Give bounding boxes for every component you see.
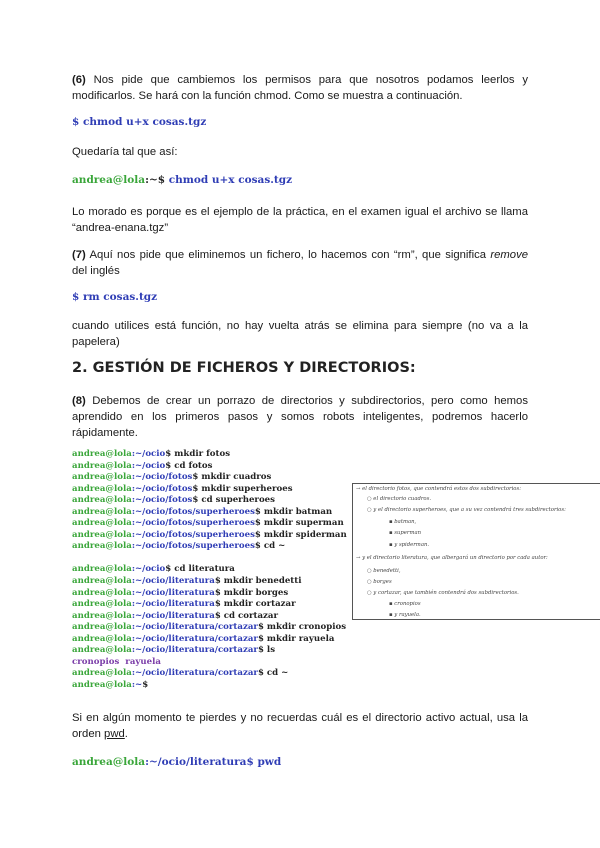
prompt-command: $ cd ~ [254,541,286,552]
terminal-line [72,657,347,669]
prompt-user: andrea@lola [72,495,132,506]
terminal-line [72,599,347,611]
prompt-path: :~/ocio/literatura/cortazar [131,633,258,644]
terminal-output: cronopios rayuela [72,656,161,667]
prompt-command: $ mkdir superheroes [192,483,293,494]
prompt-user: andrea@lola [72,506,132,517]
section-7-emphasis: remove [490,249,528,261]
prompt-path: :~ [131,679,143,690]
prompt-path: :~$ [145,174,166,186]
prompt-user: andrea@lola [72,518,132,529]
prompt-command: $ mkdir cronopios [257,622,347,633]
tree-item: ▪ y spiderman. [389,542,430,548]
prompt-command: $ mkdir superman [254,518,344,529]
prompt-command: $ mkdir benedetti [214,576,302,587]
prompt-command: $ mkdir fotos [165,449,231,459]
prompt-user: andrea@lola [72,599,132,610]
prompt-path: :~/ocio/fotos [131,495,193,506]
terminal-line [72,645,347,657]
prompt-path: :~/ocio/fotos/superheroes [131,541,255,552]
prompt-path: :~/ocio [131,460,166,471]
prompt-user: andrea@lola [72,645,132,656]
prompt-command: $ [142,679,149,690]
prompt-command: $ cd superheroes [192,495,275,506]
section-7-note: cuando utilices está función, no hay vuelta atrás se elimina para siempre (no va a la papelera) [72,320,528,348]
section-7-number: (7) [72,249,86,261]
section-6-text: Nos pide que cambiemos los permisos para que nosotros podamos leerlos y modificarlos. Se hará con la función chmod. Como se muestra a continuación. [72,74,528,102]
tree-item: → y el directorio literatura, que albergará un directorio por cada autor: [356,555,548,561]
tree-item: ○ borges [367,579,392,585]
prompt-user: andrea@lola [72,679,132,690]
tree-item: → el directorio fotos, que contendrá estos dos subdirectorios: [356,486,521,492]
prompt-path: :~/ocio/literatura/cortazar [131,668,258,679]
terminal-transcript [72,449,347,691]
prompt-command: $ mkdir cortazar [214,599,296,610]
prompt-path: :~/ocio/literatura [131,587,215,598]
prompt-user: andrea@lola [72,622,132,633]
prompt-user: andrea@lola [72,174,146,186]
terminal-line [72,564,347,576]
terminal-line [72,576,347,588]
prompt-path: :~/ocio [131,449,166,459]
rm-command: $ rm cosas.tgz [72,291,158,303]
terminal-line [72,507,347,519]
section-8-paragraph [72,393,528,441]
terminal-line [72,622,347,634]
terminal-line [72,680,347,692]
prompt-user: andrea@lola [72,587,132,598]
terminal-line [72,495,347,507]
section-7-paragraph [72,247,528,279]
prompt-path: :~/ocio/literatura/cortazar [131,645,258,656]
prompt-user: andrea@lola [72,610,132,621]
prompt-path: :~/ocio/fotos/superheroes [131,518,255,529]
prompt-command: chmod u+x cosas.tgz [165,174,293,186]
terminal-line [72,484,347,496]
terminal-line [72,668,347,680]
section-7-text-end: del inglés [72,265,120,277]
prompt-user: andrea@lola [72,460,132,471]
section-6-note: Lo morado es porque es el ejemplo de la práctica, en el examen igual el archivo se llama “andrea-enana.tgz” [72,206,528,234]
prompt-path: :~/ocio/literatura [145,756,247,768]
pwd-text: Si en algún momento te pierdes y no recuerdas cuál es el directorio activo actual, usa la orden [72,712,528,740]
tree-item: ○ y el directorio superheroes, que a su vez contendrá tres subdirectorios: [367,507,566,513]
section-8-number: (8) [72,395,86,407]
chmod-prompt-line [72,174,292,186]
section-8-text: Debemos de crear un porrazo de directorios y subdirectorios, pero como hemos aprendido en los primeros pasos y somos robots inteligentes, podremos hacerlo rápidamente. [72,395,528,439]
terminal-line [72,472,347,484]
tree-item: ▪ superman [389,530,422,536]
prompt-path: :~/ocio [131,564,166,575]
prompt-user: andrea@lola [72,483,132,494]
prompt-command: $ cd fotos [165,460,213,471]
terminal-line [72,518,347,530]
prompt-path: :~/ocio/literatura [131,576,215,587]
terminal-line [72,541,347,553]
pwd-prompt-line [72,756,281,768]
prompt-command: $ cd cortazar [214,610,279,621]
terminal-line [72,461,347,473]
prompt-command: $ mkdir borges [214,587,289,598]
prompt-path: :~/ocio/fotos/superheroes [131,529,255,540]
prompt-path: :~/ocio/fotos/superheroes [131,506,255,517]
tree-item: ▪ y rayuela. [389,612,421,618]
pwd-text-end: . [124,728,128,740]
prompt-user: andrea@lola [72,564,132,575]
prompt-path: :~/ocio/fotos [131,483,193,494]
tree-item: ▪ cronopios [389,601,421,607]
terminal-line [72,530,347,542]
prompt-command: $ mkdir cuadros [192,472,272,483]
prompt-user: andrea@lola [72,668,132,679]
terminal-line [72,634,347,646]
terminal-line [72,449,347,461]
prompt-user: andrea@lola [72,576,132,587]
prompt-command: $ mkdir rayuela [257,633,335,644]
prompt-user: andrea@lola [72,541,132,552]
prompt-path: :~/ocio/fotos [131,472,193,483]
terminal-line [72,588,347,600]
section-7-text: Aquí nos pide que eliminemos un fichero, lo hacemos con “rm”, que significa [85,249,491,261]
result-intro: Quedaría tal que así: [72,146,178,158]
chmod-command: $ chmod u+x cosas.tgz [72,116,207,128]
tree-item: ○ benedetti, [367,568,401,574]
prompt-command: $ cd literatura [165,564,235,575]
prompt-command: $ mkdir spiderman [254,529,347,540]
prompt-path: :~/ocio/literatura/cortazar [131,622,258,633]
prompt-user: andrea@lola [72,529,132,540]
prompt-command: $ ls [257,645,276,656]
directory-tree-figure [352,483,600,620]
terminal-line [72,611,347,623]
prompt-user: andrea@lola [72,633,132,644]
pwd-paragraph [72,710,528,742]
prompt-path: :~/ocio/literatura [131,599,215,610]
prompt-command: $ cd ~ [257,668,289,679]
section-6-number: (6) [72,74,86,86]
prompt-command: $ mkdir batman [254,506,333,517]
tree-item: ○ y cortazar, que también contendrá dos subdirectorios. [367,590,519,596]
prompt-user: andrea@lola [72,756,146,768]
pwd-inline-command: pwd [104,728,125,740]
tree-item: ○ el directorio cuadros. [367,496,432,502]
prompt-user: andrea@lola [72,472,132,483]
section-heading: 2. GESTIÓN DE FICHEROS Y DIRECTORIOS: [72,360,416,376]
prompt-user: andrea@lola [72,449,132,459]
terminal-line [72,553,347,565]
prompt-path: :~/ocio/literatura [131,610,215,621]
tree-item: ▪ batman, [389,519,417,525]
section-6-paragraph [72,72,528,104]
prompt-command: $ pwd [246,756,282,768]
